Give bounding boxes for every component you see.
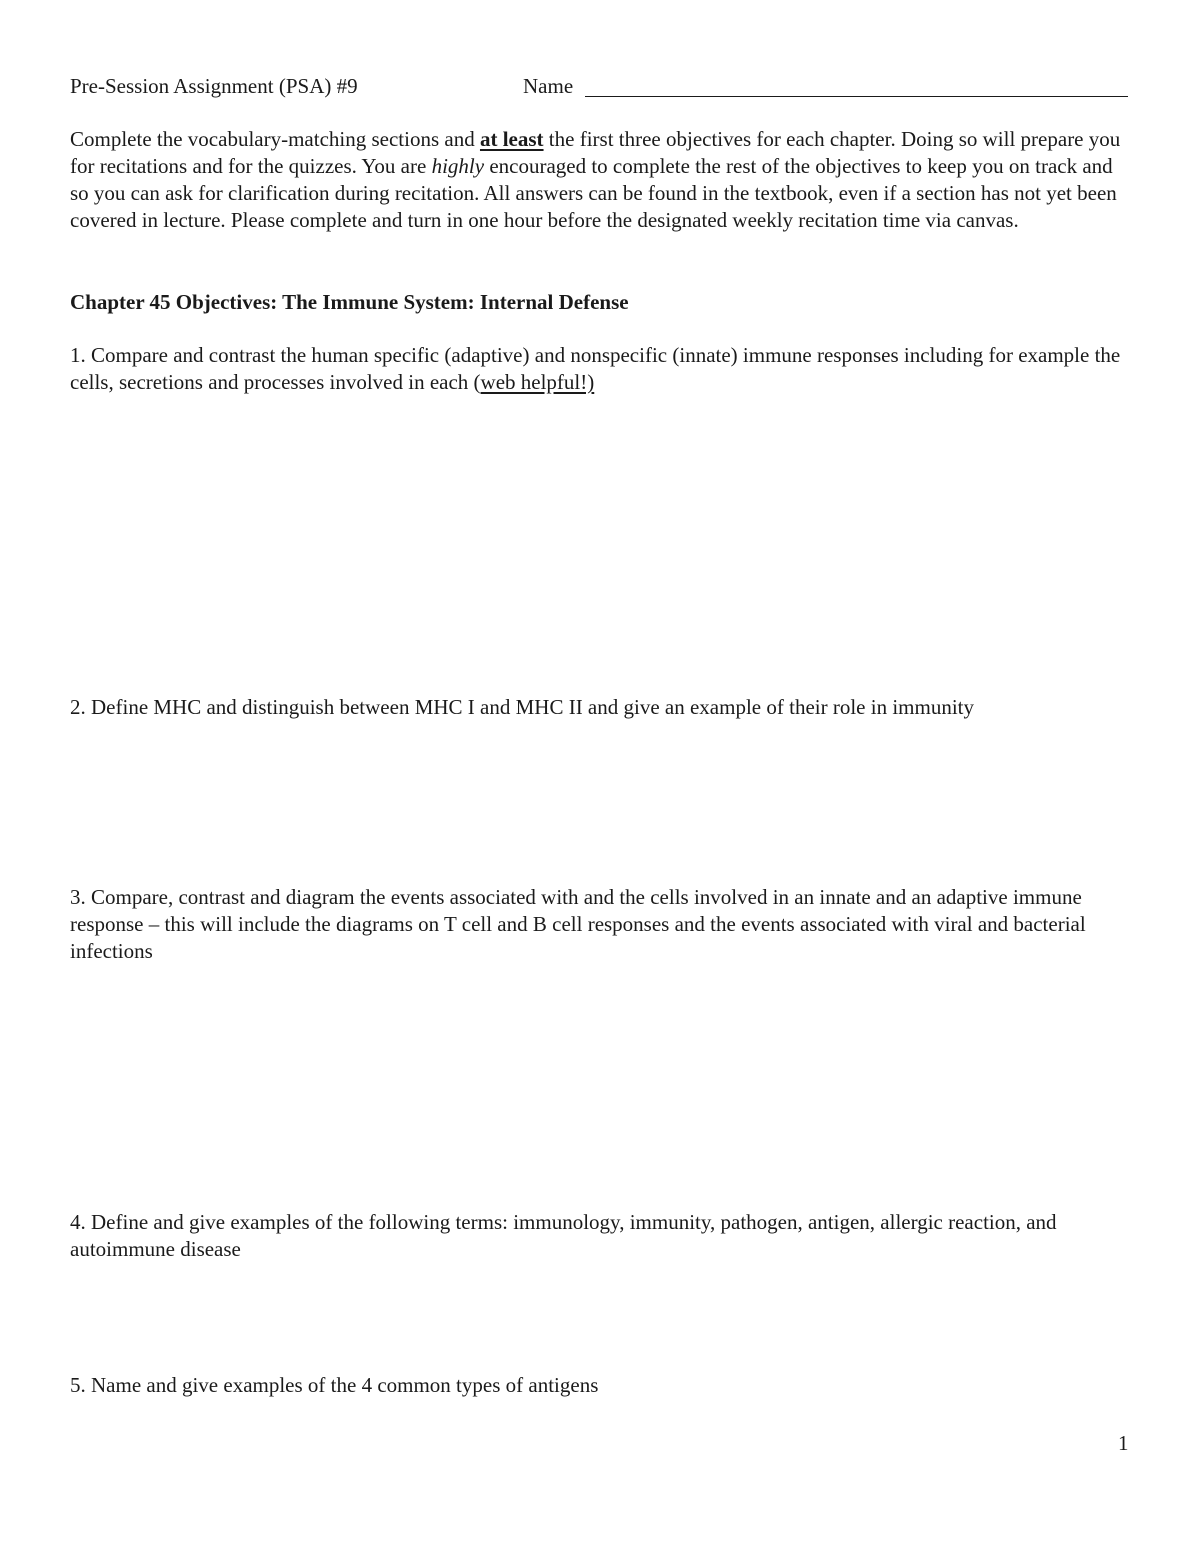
instructions-paragraph (70, 126, 1132, 234)
instructions-text-1: Complete the vocabulary-matching sections and (70, 127, 480, 151)
instructions-emphasis-highly: highly (431, 154, 485, 178)
chapter-heading: Chapter 45 Objectives: The Immune System: Internal Defense (70, 290, 629, 314)
instructions-text-3: encouraged to complete the rest of the objectives to keep you on track and so you can ask for clarification during recitation. All answers can be found in the textbook, even if a section has not yet been covered in lecture. Please complete and turn in one hour before the designated weekly recitation time via canvas. (70, 154, 1117, 232)
objective-4: 4. Define and give examples of the following terms: immunology, immunity, pathogen, antigen, allergic reaction, and autoimmune disease (70, 1210, 1057, 1261)
name-label: Name (523, 74, 574, 98)
assignment-title: Pre-Session Assignment (PSA) #9 (70, 74, 358, 98)
objective-2: 2. Define MHC and distinguish between MHC I and MHC II and give an example of their role in immunity (70, 695, 974, 719)
name-field-line[interactable] (585, 96, 1128, 97)
objective-3: 3. Compare, contrast and diagram the events associated with and the cells involved in an innate and an adaptive immune response – this will include the diagrams on T cell and B cell responses and the events associated with viral and bacterial infections (70, 885, 1086, 963)
instructions-emphasis-at-least: at least (479, 127, 544, 151)
objective-5: 5. Name and give examples of the 4 common types of antigens (70, 1373, 599, 1397)
web-helpful-link[interactable]: web helpful!) (480, 370, 595, 394)
objective-1-text: 1. Compare and contrast the human specific (adaptive) and nonspecific (innate) immune responses including for example the cells, secretions and processes involved in each ( (70, 343, 1121, 394)
page-number: 1 (1118, 1431, 1129, 1455)
objective-1 (70, 342, 1132, 396)
instructions-text-2: the first three objectives for each chapter. Doing so will prepare you for recitations and for the quizzes. You are (70, 127, 1121, 178)
